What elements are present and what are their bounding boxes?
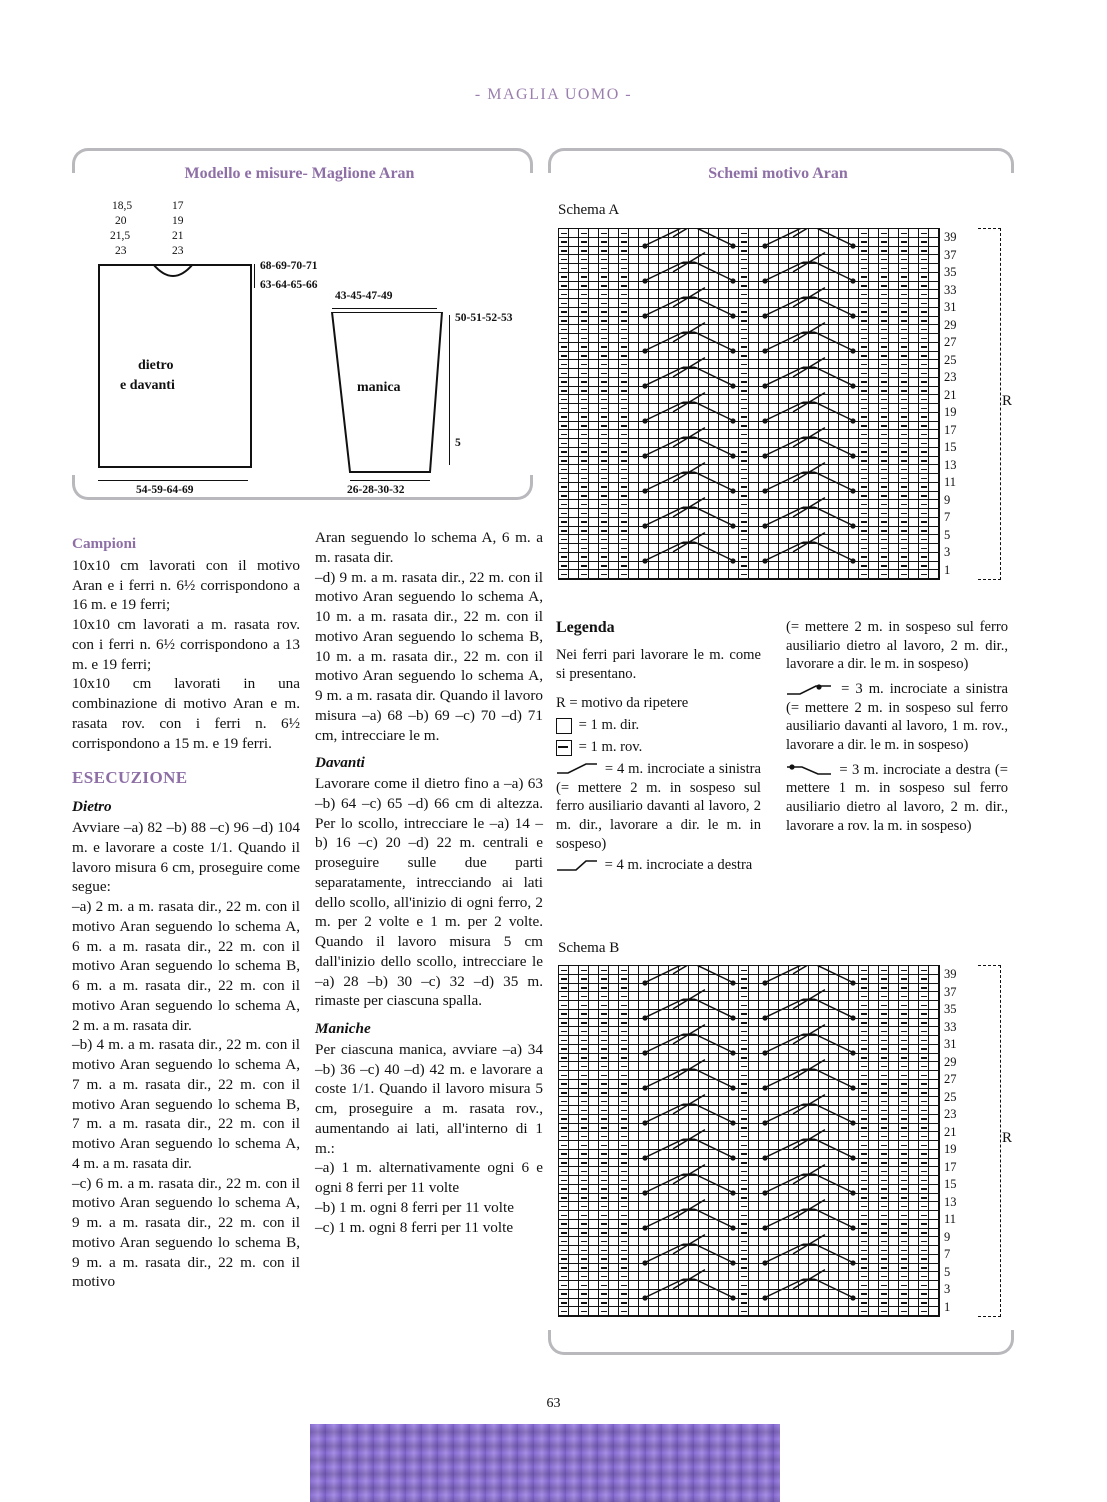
- davanti-heading: Davanti: [315, 754, 365, 772]
- page-number: 63: [546, 1396, 561, 1411]
- sleeve-cuff-line: [350, 480, 430, 481]
- row-number: 9: [944, 1229, 951, 1244]
- neck-width-c: 21,5: [110, 230, 131, 242]
- body-width-label: 54-59-64-69: [136, 484, 194, 496]
- neck-width-d: 23: [115, 245, 127, 257]
- col2-p1: Aran seguendo lo schema A, 6 m. a m. rasata dir.: [315, 529, 543, 566]
- neck-width2-b: 19: [172, 215, 184, 227]
- row-number: 25: [944, 352, 957, 367]
- legend-title: Legenda: [556, 619, 615, 636]
- knit-swatch-image: [310, 1424, 780, 1502]
- row-number: 31: [944, 1037, 957, 1051]
- body-rect: [98, 264, 252, 468]
- row-number: 1: [944, 1299, 951, 1314]
- row-number: 13: [944, 457, 957, 472]
- row-number: 39: [944, 230, 957, 244]
- cross-4-left-icon: [556, 763, 598, 775]
- knit-stitch-icon: [556, 718, 572, 734]
- campioni-p1: 10x10 cm lavorati con il motivo Aran e i ferri n. 6½ corrispondono a 16 m. e 19 ferri;: [72, 556, 300, 614]
- legend-cross4-left-label: = 4 m. incrociate a sinistra (= mettere 2 m. in sospeso sul ferro ausiliario davanti al lavoro, 2 m. dir., lavorare a dir. le m. in sospeso): [556, 760, 761, 852]
- row-number: 7: [944, 510, 951, 524]
- body-height-line: [254, 264, 255, 288]
- row-number: 35: [944, 1002, 957, 1016]
- row-number: 17: [944, 1159, 957, 1174]
- row-number: 27: [944, 1072, 957, 1086]
- body-label-line1: dietro: [138, 358, 174, 373]
- neck-width-a: 18,5: [112, 200, 133, 212]
- dietro-heading: Dietro: [72, 798, 112, 816]
- panel-left-title: Modello e misure- Maglione Aran: [184, 165, 415, 182]
- maniche-p3: –b) 1 m. ogni 8 ferri per 11 volte: [315, 1198, 514, 1216]
- repeat-label: R: [1002, 393, 1013, 409]
- dietro-p4: –c) 6 m. a m. rasata dir., 22 m. con il motivo Aran seguendo lo schema A, 9 m. a m. rasata dir., 22 m. con il motivo Aran seguendo lo schema B, 9 m. a m. rasata dir., 22 m. con il motivo: [72, 1174, 300, 1291]
- legend-knit-label: = 1 m. dir.: [578, 717, 640, 734]
- cross-4-right-icon: [556, 860, 598, 872]
- maniche-p2: –a) 1 m. alternativamente ogni 6 e ogni 8 ferri per 11 volte: [315, 1159, 543, 1196]
- purl-stitch-icon: [556, 740, 572, 756]
- row-number: 17: [944, 422, 957, 437]
- chart-schema-b: [558, 965, 1013, 1315]
- panel-right-title: Schemi motivo Aran: [708, 165, 848, 182]
- sleeve-height-label: 50-51-52-53: [455, 312, 513, 324]
- sleeve-small-label: 5: [455, 437, 461, 449]
- row-number: 9: [944, 492, 951, 507]
- row-number: 29: [944, 317, 957, 332]
- row-number: 5: [944, 527, 951, 542]
- cable-lines: [559, 229, 939, 579]
- sleeve-height-line: [449, 315, 450, 465]
- legend-purl-label: = 1 m. rov.: [578, 739, 643, 756]
- maniche-p1: Per ciascuna manica, avviare –a) 34 –b) 36 –c) 40 –d) 42 m. e lavorare a coste 1/1. Quando il lavoro misura 5 cm, proseguire a m. rasata rov., aumentando ai lati, all'interno di 1 m.:: [315, 1040, 543, 1157]
- neck-width2-c: 21: [172, 230, 184, 242]
- text-column-2: [315, 528, 543, 1237]
- row-number: 3: [944, 545, 951, 559]
- sleeve-top-label: 43-45-47-49: [335, 290, 393, 302]
- maniche-heading: Maniche: [315, 1020, 371, 1037]
- chart-row-numbers: [944, 965, 978, 1315]
- brace-bottom-right: [548, 1330, 1014, 1355]
- row-number: 11: [944, 1212, 957, 1226]
- panel-model-measures: [72, 140, 527, 505]
- row-number: 21: [944, 387, 957, 402]
- page-header: - MAGLIA UOMO -: [474, 86, 633, 103]
- row-number: 15: [944, 1177, 957, 1191]
- schematic-body: [72, 140, 332, 496]
- repeat-bracket: [978, 965, 1001, 1317]
- chart-grid: [558, 228, 940, 580]
- chart-a-label: Schema A: [558, 202, 620, 218]
- legend-cross3-right-label: = 3 m. incrociate a destra (= mettere 1 m. in sospeso sul ferro ausiliario dietro al lavoro, 2 m. dir., lavorare a rov. la m. in sospeso): [786, 761, 1009, 834]
- sleeve-top-line: [332, 308, 437, 309]
- chart-grid: [558, 965, 940, 1317]
- row-number: 39: [944, 967, 957, 981]
- row-number: 23: [944, 1107, 957, 1121]
- row-number: 25: [944, 1089, 957, 1104]
- maniche-p4: –c) 1 m. ogni 8 ferri per 11 volte: [315, 1218, 514, 1236]
- body-width-line: [98, 480, 248, 481]
- row-number: 33: [944, 1019, 957, 1034]
- dietro-p1: Avviare –a) 82 –b) 88 –c) 96 –d) 104 m. e lavorare a coste 1/1. Quando il lavoro misura 6 cm, proseguire come segue:: [72, 819, 300, 896]
- row-number: 3: [944, 1282, 951, 1296]
- col2-p2: –d) 9 m. a m. rasata dir., 22 m. con il motivo Aran seguendo lo schema A, 10 m. a m. rasata dir., 22 m. con il motivo Aran seguendo lo schema B, 10 m. a m. rasata dir., 22 m. con il motivo Aran seguendo lo schema A, 9 m. a m. rasata dir. Quando il lavoro misura –a) 68 –b) 69 –c) 70 –d) 71 cm, intrecciare le m.: [315, 568, 543, 744]
- neck-width2-a: 17: [172, 200, 184, 212]
- text-column-1: [72, 528, 300, 1292]
- cross-3-left-icon: [786, 684, 832, 696]
- row-number: 31: [944, 300, 957, 314]
- body-height-label: 68-69-70-71: [260, 260, 318, 272]
- cross-3-right-icon: [786, 764, 832, 776]
- row-number: 13: [944, 1194, 957, 1209]
- body-height2-label: 63-64-65-66: [260, 279, 318, 291]
- row-number: 15: [944, 440, 957, 454]
- sleeve-label: manica: [357, 380, 401, 395]
- legend-cross3-left-label: = 3 m. incrociate a sinistra (= mettere 2 m. in sospeso sul ferro ausiliario davanti al lavoro, 1 m. rov., lavorare a dir. le m. in sospeso): [786, 681, 1008, 754]
- sleeve-shape-icon: [322, 312, 522, 512]
- chart-b-label: Schema B: [558, 940, 620, 956]
- row-number: 27: [944, 335, 957, 349]
- campioni-p2: 10x10 cm lavorati a m. rasata rov. con i ferri n. 6½ corrispondono a 13 m. e 19 ferri;: [72, 616, 300, 673]
- row-number: 19: [944, 1142, 957, 1156]
- legend-intro: Nei ferri pari lavorare le m. come si presentano.: [556, 647, 761, 683]
- row-number: 19: [944, 405, 957, 419]
- row-number: 21: [944, 1124, 957, 1139]
- campioni-p3: 10x10 cm lavorati in una combinazione di motivo Aran e m. rasata rov. con i ferri n. 6½ corrispondono a 15 m. e 19 ferri.: [72, 675, 300, 752]
- row-number: 33: [944, 282, 957, 297]
- dietro-p3: –b) 4 m. a m. rasata dir., 22 m. con il motivo Aran seguendo lo schema A, 7 m. a m. rasata dir., 22 m. con il motivo Aran seguendo lo schema B, 7 m. a m. rasata dir., 22 m. con il motivo Aran seguendo lo schema A, 4 m. a m. rasata dir.: [72, 1036, 300, 1172]
- body-label-line2: e davanti: [120, 378, 175, 393]
- row-number: 11: [944, 475, 957, 489]
- legend-repeat: R = motivo da ripetere: [556, 694, 689, 711]
- row-number: 23: [944, 370, 957, 384]
- cable-lines: [559, 966, 939, 1316]
- row-number: 1: [944, 562, 951, 577]
- legend-cross4-right-cont: (= mettere 2 m. in sospeso sul ferro ausiliario dietro al lavoro, 2 m. dir., lavorare a dir. le m. in sospeso): [786, 619, 1008, 673]
- row-number: 7: [944, 1247, 951, 1261]
- chart-schema-a: [558, 228, 1013, 578]
- schematic-sleeve: [317, 140, 527, 496]
- campioni-heading: Campioni: [72, 535, 137, 552]
- davanti-p1: Lavorare come il dietro fino a –a) 63 –b) 64 –c) 65 –d) 66 cm di altezza. Per lo scollo, intrecciare le –a) 14 –b) 16 –c) 20 –d) 22 m. centrali e proseguire sulle due parti separatamente, intrecciando ai lati dello scollo, all'inizio di ogni ferro, 2 m. per 2 volte e 1 m. per 2 volte. Quando il lavoro misura 5 cm dall'inizio dello scollo, intrecciare le –a) 28 –b) 30 –c) 32 –d) 35 m. rimaste per ciascuna spalla.: [315, 775, 543, 1010]
- neck-curve-icon: [98, 264, 258, 294]
- dietro-p2: –a) 2 m. a m. rasata dir., 22 m. con il motivo Aran seguendo lo schema A, 6 m. a m. rasata dir., 22 m. con il motivo Aran seguendo lo schema B, 6 m. a m. rasata dir., 22 m. con il motivo Aran seguendo lo schema A, 2 m. a m. rasata dir.: [72, 898, 300, 1034]
- esecuzione-heading: ESECUZIONE: [72, 768, 188, 788]
- legend-cross4-right-label: = 4 m. incrociate a destra: [604, 857, 753, 874]
- repeat-bracket: [978, 228, 1001, 580]
- row-number: 37: [944, 984, 957, 999]
- legend-column-1: [556, 618, 761, 875]
- repeat-label: R: [1002, 1130, 1013, 1146]
- row-number: 5: [944, 1264, 951, 1279]
- legend-column-2: [786, 618, 1008, 835]
- neck-width2-d: 23: [172, 245, 184, 257]
- sleeve-cuff-label: 26-28-30-32: [347, 484, 405, 496]
- row-number: 35: [944, 265, 957, 279]
- row-number: 37: [944, 247, 957, 262]
- neck-width-b: 20: [115, 215, 127, 227]
- chart-row-numbers: [944, 228, 978, 578]
- row-number: 29: [944, 1054, 957, 1069]
